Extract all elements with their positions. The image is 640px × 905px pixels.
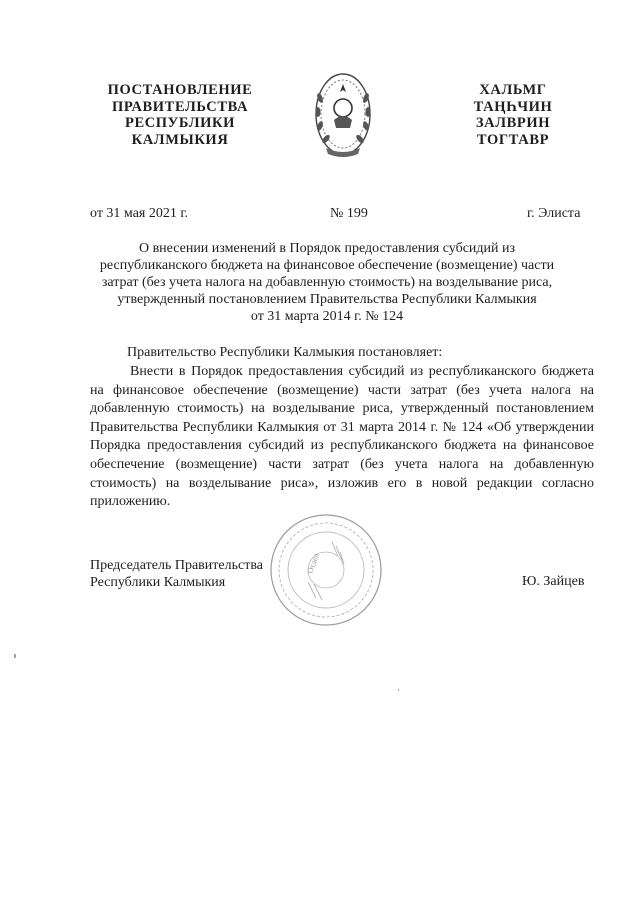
header-left-line: ПОСТАНОВЛЕНИЕ xyxy=(107,82,253,98)
header-right-line: ТАҢҺЧИН xyxy=(473,98,553,115)
scan-speck xyxy=(14,654,16,658)
preamble: Правительство Республики Калмыкия постановляет: xyxy=(127,345,443,360)
signature-position-line: Республики Калмыкия xyxy=(90,575,226,590)
header-right-line: ТОГТАВР xyxy=(476,131,550,148)
republic-of-kalmykia-emblem-icon xyxy=(312,68,374,160)
header-left-line: ПРАВИТЕЛЬСТВА xyxy=(111,98,249,115)
title-line: утвержденный постановлением Правительства Республики Калмыкия xyxy=(117,292,537,307)
header-right-line: ЗАЛВРИН xyxy=(475,115,551,131)
header-left-line: КАЛМЫКИЯ xyxy=(131,131,229,148)
signature-position xyxy=(90,557,263,591)
header-left-line: РЕСПУБЛИКИ xyxy=(124,115,236,131)
signatory-name: Ю. Зайцев xyxy=(522,574,585,589)
stamp-text: Отдел xyxy=(305,552,321,575)
header-left-title xyxy=(82,82,278,148)
document-title xyxy=(80,240,574,325)
body-paragraph: Внести в Порядок предоставления субсидий из республиканского бюджета на финансовое обеспечение (возмещение) части затрат (без учета налога на добавленную стоимость) на возделывание риса, утвержденный постановлением Правительства Республики Калмыкия от 31 марта 2014 г. № 124 «Об утверждении Порядка предоставления субсидий из республиканского бюджета на финансовое обеспечение (возмещение) части затрат (без учета налога на добавленную стоимость) на возделывание риса», изложив его в новой редакции согласно приложению. xyxy=(90,364,594,510)
title-line: республиканского бюджета на финансовое обеспечение (возмещение) части xyxy=(99,258,555,273)
document-date: от 31 мая 2021 г. xyxy=(90,206,189,221)
official-round-stamp-icon xyxy=(268,512,384,628)
title-line: затрат (без учета налога на добавленную стоимость) на возделывание риса, xyxy=(101,275,553,290)
title-line: О внесении изменений в Порядок предоставления субсидий из xyxy=(138,241,516,256)
document-number: № 199 xyxy=(330,206,368,221)
header-right-line: ХАЛЬМГ xyxy=(479,82,547,98)
document-city: г. Элиста xyxy=(527,206,581,221)
scan-speck xyxy=(398,689,399,691)
title-line: от 31 марта 2014 г. № 124 xyxy=(250,309,404,324)
header-right-title xyxy=(448,82,578,148)
signature-position-line: Председатель Правительства xyxy=(90,558,263,573)
